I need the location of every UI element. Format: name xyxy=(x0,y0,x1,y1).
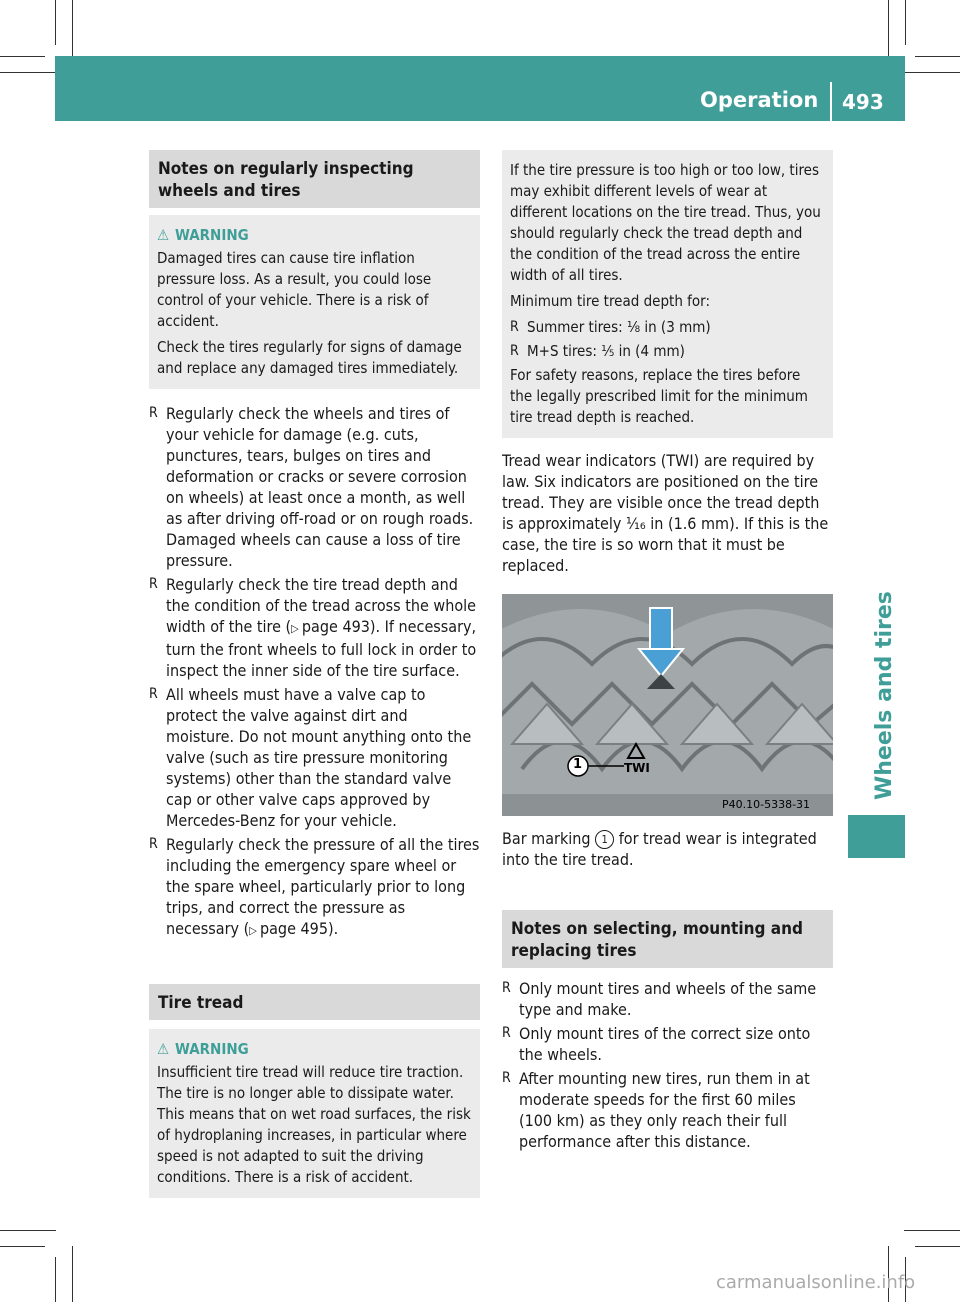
tire-tread-illustration xyxy=(502,594,833,816)
crop-mark xyxy=(915,1246,960,1247)
inspection-list xyxy=(149,403,480,941)
warning-box xyxy=(149,1029,480,1198)
right-column-lower xyxy=(502,828,833,1155)
crop-mark xyxy=(915,56,960,57)
info-text: If the tire pressure is too high or too low, tires may exhibit different levels of wear at different locations on the tire tread. Thus, you should regularly check the tread depth and the condition of the tread across the entire width of all tires. xyxy=(510,161,821,284)
crop-mark xyxy=(905,0,906,45)
page-ref-icon: ▷ xyxy=(291,622,302,635)
figure-code: P40.10-5338-31 xyxy=(722,798,811,811)
list-item: R Regularly check the wheels and tires of your vehicle for damage (e.g. cuts, punctures, tears, bulges on tires and deformation or cracks or severe corrosion on wheels) at least once a month, as well as after driving off-road or on rough roads. Damaged wheels can cause a loss of tire pressure. xyxy=(149,404,474,570)
tire-mounting-list xyxy=(502,978,833,1152)
tire-tread-figure xyxy=(502,594,833,816)
list-item: R Only mount tires of the correct size onto the wheels. xyxy=(502,1024,811,1064)
warning-triangle-icon: ⚠ xyxy=(157,226,170,244)
list-item: R Summer tires: ⅛ in (3 mm) xyxy=(510,318,711,336)
list-item: R Regularly check the pressure of all the tires including the emergency spare wheel or the spare wheel, particularly prior to long trips, and correct the pressure as necessary (▷ page 495). xyxy=(149,835,480,938)
crop-mark xyxy=(72,1246,73,1302)
list-item: R Only mount tires and wheels of the same type and make. xyxy=(502,979,817,1019)
side-tab-marker xyxy=(848,815,905,858)
crop-mark xyxy=(0,56,45,57)
list-item: R Regularly check the tire tread depth and the condition of the tread across the whole width of the tire (▷ page 493). If necessary, turn the front wheels to full lock in order to inspect the inner side of the tire surface. xyxy=(149,575,477,680)
crop-mark xyxy=(55,0,56,45)
list-item: R M+S tires: ⅕ in (4 mm) xyxy=(510,342,685,360)
list-item: R After mounting new tires, run them in at moderate speeds for the first 60 miles (100 km) as they only reach their full performance after this distance. xyxy=(502,1069,810,1151)
twi-paragraph: Tread wear indicators (TWI) are required by law. Six indicators are positioned on the tire tread. They are visible once the tread depth is approximately ¹⁄₁₆ in (1.6 mm). If this is the case, the tire is so worn that it must be replaced. xyxy=(502,451,829,575)
crop-mark xyxy=(0,1246,45,1247)
crop-mark xyxy=(0,72,56,73)
crop-mark xyxy=(888,0,889,56)
footer-watermark: carmanualsonline.info xyxy=(716,1272,916,1293)
info-box xyxy=(502,150,833,438)
header-separator xyxy=(830,82,832,121)
warning-title: ⚠ WARNING xyxy=(157,226,249,244)
right-column xyxy=(502,150,833,576)
crop-mark xyxy=(72,0,73,56)
crop-mark xyxy=(55,1257,56,1302)
warning-title: ⚠ WARNING xyxy=(157,1040,249,1058)
warning-text: Damaged tires can cause tire inflation pressure loss. As a result, you could lose control of your vehicle. There is a risk of accident. xyxy=(157,249,432,330)
side-tab-label: Wheels and tires xyxy=(872,591,897,800)
page-link[interactable]: page 495 xyxy=(259,919,328,938)
crop-mark xyxy=(904,72,960,73)
callout-1-icon: 1 xyxy=(595,830,614,849)
crop-mark xyxy=(0,1230,56,1231)
section-heading: Tire tread xyxy=(149,984,480,1020)
left-column xyxy=(149,150,480,1198)
warning-text: Check the tires regularly for signs of damage and replace any damaged tires immediately. xyxy=(157,338,462,377)
section-heading: Notes on regularly inspecting wheels and tires xyxy=(149,150,480,208)
tread-depth-list xyxy=(510,317,825,362)
bar-marking-text: Bar marking 1 for tread wear is integrated into the tire tread. xyxy=(502,829,817,869)
info-text: For safety reasons, replace the tires before the legally prescribed limit for the minimum tire tread depth is reached. xyxy=(510,366,808,426)
callout-number: 1 xyxy=(573,757,583,772)
page-number: 493 xyxy=(842,90,884,114)
crop-mark xyxy=(904,1230,960,1231)
page-ref-icon: ▷ xyxy=(249,924,260,937)
warning-text: Insufficient tire tread will reduce tire traction. The tire is no longer able to dissipate water. This means that on wet road surfaces, the risk of hydroplaning increases, in particular where speed is not adapted to suit the driving conditions. There is a risk of accident. xyxy=(157,1063,471,1186)
info-label: Minimum tire tread depth for: xyxy=(510,292,711,310)
warning-triangle-icon: ⚠ xyxy=(157,1040,170,1058)
section-heading: Notes on selecting, mounting and replacing tires xyxy=(502,910,833,968)
warning-box xyxy=(149,215,480,389)
list-item: R All wheels must have a valve cap to protect the valve against dirt and moisture. Do not mount anything onto the valve (such as tire pressure monitoring systems) other than the standard valve cap or other valve caps approved by Mercedes-Benz for your vehicle. xyxy=(149,685,472,830)
twi-marker-label: TWI xyxy=(624,761,650,775)
page-link[interactable]: page 493 xyxy=(301,617,370,636)
header-section-title: Operation xyxy=(700,88,819,112)
